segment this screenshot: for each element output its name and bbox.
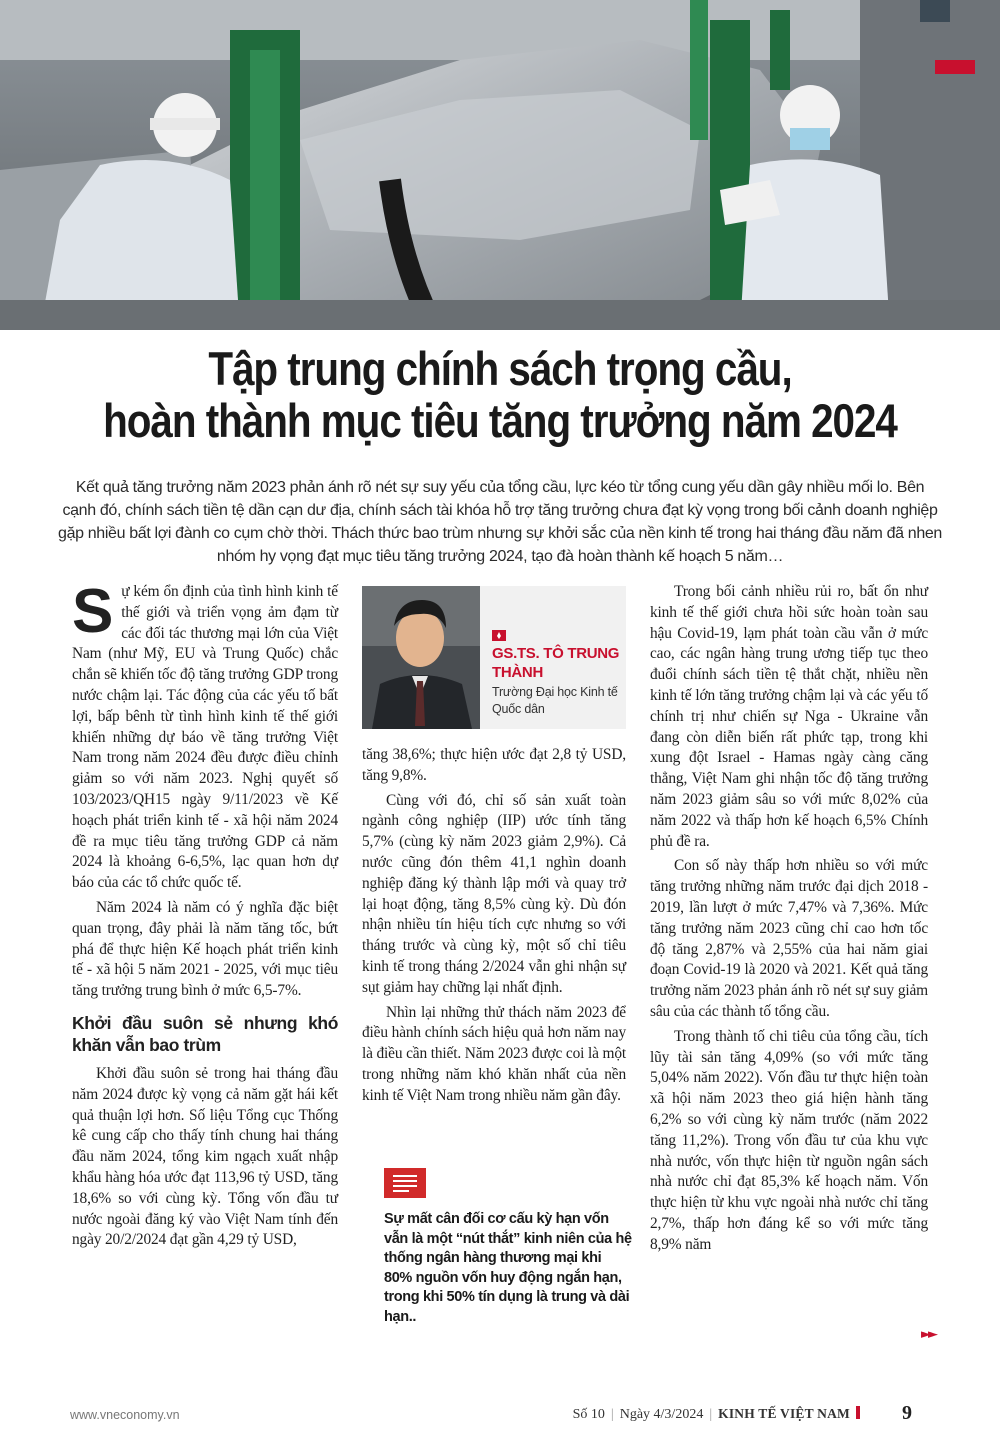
author-box xyxy=(362,586,626,729)
page-footer xyxy=(0,1396,1000,1436)
article-title xyxy=(70,343,930,447)
author-name: GS.TS. TÔ TRUNG THÀNH xyxy=(492,645,620,681)
column-2 xyxy=(362,745,626,1111)
publication-name: KINH TẾ VIỆT NAM xyxy=(718,1406,850,1421)
footer-website[interactable]: www.vneconomy.vn xyxy=(70,1408,180,1422)
article-lede: Kết quả tăng trưởng năm 2023 phản ánh rõ nét sự suy yếu của tổng cầu, lực kéo từ tổng cung yếu dần gây nhiều mối lo. Bên cạnh đó, chính sách tiền tệ dần cạn dư địa, chính sách tài khóa hỗ trợ tăng trưởng chưa đạt kỳ vọng trong bối cảnh doanh nghiệp gặp nhiều bất lợi đành co cụm chờ thời. Thách thức bao trùm nhưng sự khởi sắc của nền kinh tế trong hai tháng đầu năm đã nhen nhóm hy vọng đạt mục tiêu tăng trưởng 2024, tạo đà hoàn thành kế hoạch 5 năm… xyxy=(58,479,942,565)
paragraph: Con số này thấp hơn nhiều so với mức tăng trưởng những năm trước đại dịch 2018 - 2019, lần lượt ở mức 7,47% và 7,36%. Mức tăng trưởng năm 2023 cũng chỉ cao hơn tốc độ tăng 2,87% và 2,55% của hai năm giai đoạn Covid-19 là 2020 và 2021. Kết quả tăng trưởng năm 2023 phản ánh rõ nét sự suy giảm sâu của các thành tố tổng cầu. xyxy=(650,857,928,1020)
issue-number: Số 10 xyxy=(572,1407,605,1422)
issue-date: Ngày 4/3/2024 xyxy=(619,1407,704,1422)
column-3 xyxy=(650,582,928,1260)
continue-arrow-icon: ►► xyxy=(921,1327,935,1342)
drop-cap: S xyxy=(72,577,114,646)
paragraph: Cùng với đó, chỉ số sản xuất toàn ngành công nghiệp (IIP) ước tính tăng 5,7% (cùng kỳ năm 2023 giảm 2,9%). Cả nước cũng đón thêm 41,1 nghìn doanh nghiệp đăng ký thành lập mới và quay trở lại hoạt động, tăng 8,5% cùng kỳ. Dù đón nhận nhiều tín hiệu tích cực nhưng so với tháng trước và cùng kỳ, một số chỉ tiêu kinh tế trong tháng 2/2024 vẫn ghi nhận sự sụt giảm hay chững lại nhất định. xyxy=(362,791,626,996)
paragraph: Khởi đầu suôn sẻ trong hai tháng đầu năm 2024 được kỳ vọng cả năm gặt hái kết quả thuận lợi hơn. Số liệu Tổng cục Thống kê cung cấp cho thấy tính chung hai tháng đầu năm 2024, tổng kim ngạch xuất nhập khẩu hàng hóa ước đạt 113,96 tỷ USD, tăng 18,6% so với cùng kỳ. Tổng vốn đầu tư nước ngoài đăng ký vào Việt Nam tính đến ngày 20/2/2024 đạt gần 4,29 tỷ USD, xyxy=(72,1064,338,1249)
author-photo xyxy=(362,586,480,729)
pull-quote-text: Sự mất cân đối cơ cấu kỳ hạn vốn vẫn là một “nút thắt” kinh niên của hệ thống ngân hàng thương mại khi 80% nguồn vốn huy động ngắn hạn, trong khi 50% tín dụng là trung và dài hạn.. xyxy=(384,1211,632,1325)
author-affiliation: Trường Đại học Kinh tế Quốc dân xyxy=(492,685,618,716)
quote-lines-icon xyxy=(384,1168,426,1198)
column-1 xyxy=(72,577,338,1255)
section-subhead: Khởi đầu suôn sẻ nhưng khó khăn vẫn bao trùm xyxy=(72,1012,338,1055)
title-line-1: Tập trung chính sách trọng cầu, xyxy=(208,342,792,395)
paragraph: Trong thành tố chi tiêu của tổng cầu, tích lũy tài sản tăng 4,09% (so với mức tăng 5,04% năm 2022). Vốn đầu tư thực hiện toàn xã hội năm 2023 theo giá hiện hành tăng 6,2% so với cùng kỳ năm trước (năm 2022 tăng 11,2%). Trong vốn đầu tư của khu vực nhà nước, vốn thực hiện từ nguồn ngân sách nhà nước chỉ đạt 85,3% kế hoạch năm. Vốn thực hiện từ khu vực ngoài nhà nước chỉ tăng 2,7%, thấp hơn đáng kể so với mức tăng 8,9% năm xyxy=(650,1027,928,1253)
paragraph: Nhìn lại những thử thách năm 2023 để điều hành chính sách hiệu quả hơn năm nay là điều cần thiết. Năm 2023 được coi là một trong những năm khó khăn nhất của nền kinh tế Việt Nam trong nhiều năm gần đây. xyxy=(362,1003,626,1104)
paragraph: tăng 38,6%; thực hiện ước đạt 2,8 tỷ USD, tăng 9,8%. xyxy=(362,746,626,784)
footer-issue-info: Số 10 | Ngày 4/3/2024 | KINH TẾ VIỆT NAM xyxy=(573,1406,860,1423)
paragraph: Trong bối cảnh nhiều rủi ro, bất ổn như kinh tế thế giới chưa hồi sức hoàn toàn sau hậu Covid-19, lạm phát toàn cầu vẫn ở mức cao, các ngân hàng trung ương tiếp tục theo đuổi chính sách tiền tệ thắt chặt, nhiều nền kinh tế lớn tăng trưởng chậm lại và các yếu tố chính trị như chiến sự Nga - Ukraine vẫn đang còn diễn biến rất phức tạp, trong khi xung đột Israel - Hamas ngày càng căng thẳng, Việt Nam ghi nhận tốc độ tăng trưởng năm 2023 giảm sâu so với mức 8,02% của năm 2022 và thấp hơn kế hoạch 6,5% Chính phủ đề ra. xyxy=(650,583,928,850)
paragraph: Năm 2024 là năm có ý nghĩa đặc biệt quan trọng, đây phải là năm tăng tốc, bứt phá để thực hiện Kế hoạch phát triển kinh tế - xã hội 5 năm 2021 - 2025, với mục tiêu tăng trưởng trung bình ở mức 6,5-7%. xyxy=(72,898,338,1000)
pen-icon xyxy=(492,630,506,641)
hero-photo xyxy=(0,0,1000,330)
brand-bar xyxy=(856,1406,860,1419)
page-number: 9 xyxy=(902,1402,912,1424)
title-line-2: hoàn thành mục tiêu tăng trưởng năm 2024 xyxy=(103,394,897,447)
paragraph: Sự kém ổn định của tình hình kinh tế thế giới và triển vọng ảm đạm từ các đối tác thương mại lớn của Việt Nam (như Mỹ, EU và Trung Quốc) chắc chắn sẽ khiến tốc độ tăng trưởng GDP trong nước chậm lại. Tác động của các yếu tố bất lợi, bấp bênh từ tình hình kinh tế thế giới khiến những dự báo về tăng trưởng Việt Nam trong năm 2024 đều được điều chỉnh giảm so với năm 2023. Nghị quyết số 103/2023/QH15 ngày 9/11/2023 về Kế hoạch phát triển kinh tế - xã hội năm 2024 đề ra mục tiêu tăng trưởng GDP cả năm 2024 là khoảng 6-6,5%, lạc quan hơn dự báo của các tổ chức quốc tế. xyxy=(72,577,338,892)
pull-quote xyxy=(384,1168,632,1327)
